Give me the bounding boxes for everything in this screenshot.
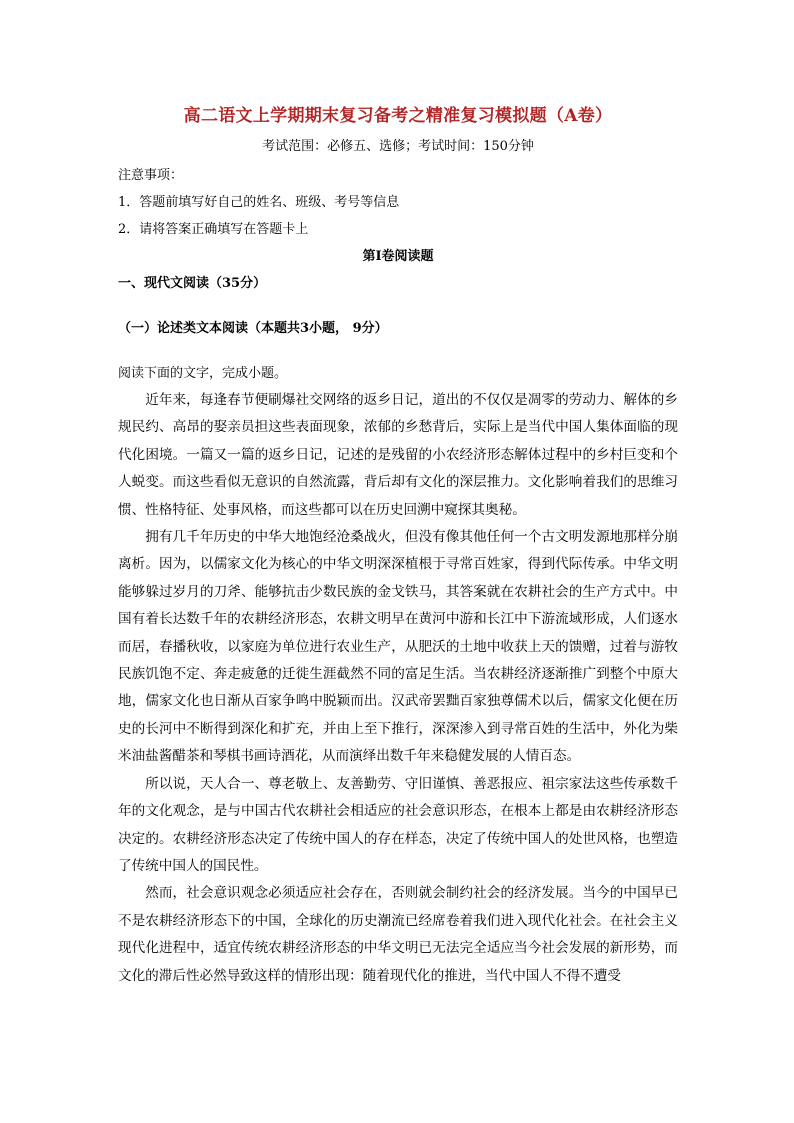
sub-section-title: （一）论述类文本阅读（本题共3小题， 9分） <box>118 321 388 336</box>
article-paragraph-3: 所以说，天人合一、尊老敬上、友善勤劳、守旧谨慎、善恶报应、祖宗家法这些传承数千年的文化观念，是与中国古代农耕社会相适应的社会意识形态，在根本上都是由农耕经济形态决定的。农耕经济形态决定了传统中国人的存在样态，决定了传统中国人的处世风格，也塑造了传统中国人的国民性。 <box>118 775 678 874</box>
notes-label: 注意事项： <box>118 168 184 183</box>
article-paragraph-4: 然而，社会意识观念必须适应社会存在，否则就会制约社会的经济发展。当今的中国早已不是农耕经济形态下的中国，全球化的历史潮流已经席卷着我们进入现代化社会。在社会主义现代化进程中，适宜传统农耕经济形态的中华文明已无法完全适应当今社会发展的新形势，而文化的滞后性必然导致这样的情形出现：随着现代化的推进，当代中国人不得不遭受 <box>118 885 678 984</box>
exam-title: 高二语文上学期期末复习备考之精准复习模拟题（A卷） <box>183 106 613 126</box>
reading-instruction: 阅读下面的文字，完成小题。 <box>118 366 288 381</box>
article-paragraph-1: 近年来，每逢春节便刷爆社交网络的返乡日记，道出的不仅仅是凋零的劳动力、解体的乡规民约、高昂的娶亲员担这些表面现象，浓郁的乡愁背后，实际上是当代中国人集体面临的现代化困境。一篇又一篇的返乡日记，记述的是残留的小农经济形态解体过程中的乡村巨变和个人蜕变。而这些看似无意识的自然流露，背后却有文化的深层推力。文化影响着我们的思维习惯、性格特征、处事风格，而这些都可以在历史回溯中窥探其奥秘。 <box>118 392 678 518</box>
exam-subtitle: 考试范围：必修五、选修；考试时间：150分钟 <box>262 139 534 154</box>
article-paragraph-2: 拥有几千年历史的中华大地饱经沧桑战火，但没有像其他任何一个古文明发源地那样分崩离析。因为，以儒家文化为核心的中华文明深深植根于寻常百姓家，得到代际传承。中华文明能够躲过岁月的刀斧、能够抗击少数民族的金戈铁马，其答案就在农耕社会的生产方式中。中国有着长达数千年的农耕经济形态，农耕文明早在黄河中游和长江中下游流域形成，人们逐水而居，春播秋收，以家庭为单位进行农业生产，从肥沃的土地中收获上天的馈赠，过着与游牧民族饥饱不定、奔走疲惫的迁徙生涯截然不同的富足生活。当农耕经济逐渐推广到整个中原大地，儒家文化也日渐从百家争鸣中脱颖而出。汉武帝罢黜百家独尊儒术以后，儒家文化便在历史的长河中不断得到深化和扩充，并由上至下推行，深深渗入到寻常百姓的生活中，外化为柴米油盐酱醋茶和琴棋书画诗酒花，从而演绎出数千年来稳健发展的人情百态。 <box>118 529 678 765</box>
notes-item-2: 2．请将答案正确填写在答题卡上 <box>118 222 309 237</box>
section-title: 一、现代文阅读（35分） <box>118 276 267 291</box>
part-title: 第I卷阅读题 <box>362 249 434 264</box>
document-page <box>118 104 678 990</box>
notes-item-1: 1．答题前填写好自己的姓名、班级、考号等信息 <box>118 195 400 210</box>
